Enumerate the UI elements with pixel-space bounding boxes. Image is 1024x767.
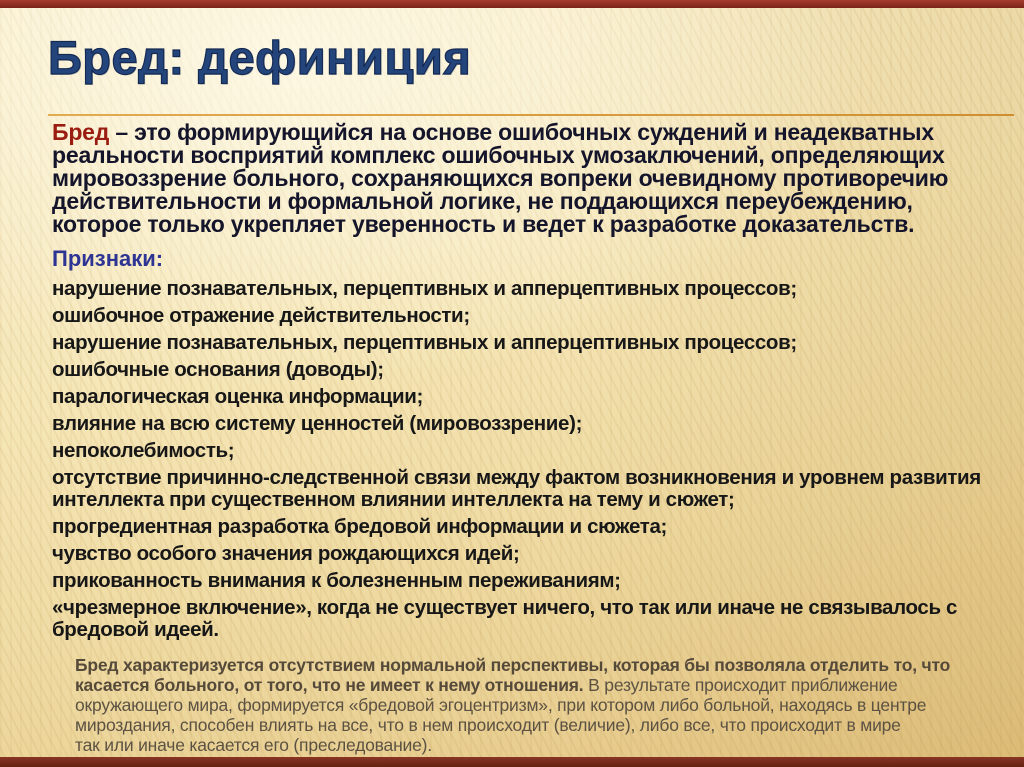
definition-line: реальности восприятий комплекс ошибочных умозаключений, определяющих	[52, 142, 945, 168]
list-item-line: прогредиентная разработка бредовой информации и сюжета;	[52, 515, 667, 538]
list-item-line: бредовой идеей.	[52, 618, 219, 641]
list-item	[52, 359, 1004, 381]
list-item-line: чувство особого значения рождающихся идей;	[52, 542, 520, 565]
list-item	[52, 305, 1004, 327]
slide-title: Бред: дефиниция	[48, 31, 472, 84]
list-item	[52, 467, 1004, 511]
footer-note	[75, 655, 950, 755]
definition-paragraph	[52, 121, 948, 236]
list-item-line: непоколебимость;	[52, 439, 235, 462]
signs-heading: Признаки:	[52, 246, 164, 271]
top-accent-bar	[0, 0, 1024, 8]
list-item-line: паралогическая оценка информации;	[52, 385, 423, 408]
list-item-line: нарушение познавательных, перцептивных и апперцептивных процессов;	[52, 331, 797, 354]
definition-line: Бред – это формирующийся на основе ошибочных суждений и неадекватных	[52, 119, 934, 145]
definition-line: действительности и формальной логике, не поддающихся переубеждению,	[52, 188, 913, 214]
definition-line: которое только укрепляет уверенность и ведет к разработке доказательств.	[52, 211, 915, 237]
footer-line: касается больного, от того, что не имеет к нему отношения. В результате происходит приближение	[75, 675, 898, 695]
footer-line: так или иначе касается его (преследование).	[75, 735, 432, 755]
list-item	[52, 278, 1004, 300]
list-item-line: нарушение познавательных, перцептивных и апперцептивных процессов;	[52, 277, 797, 300]
title-divider-line	[48, 114, 1014, 116]
list-item	[52, 332, 1004, 354]
list-item	[52, 440, 1004, 462]
list-item	[52, 413, 1004, 435]
list-item	[52, 516, 1004, 538]
list-item	[52, 597, 1004, 641]
bottom-accent-bar	[0, 757, 1024, 767]
footer-line: Бред характеризуется отсутствием нормальной перспективы, которая бы позволяла отделить то, что	[75, 655, 951, 675]
list-item-line: ошибочные основания (доводы);	[52, 358, 384, 381]
definition-lead-word: Бред	[52, 119, 110, 145]
list-item-line: прикованность внимания к болезненным переживаниям;	[52, 569, 621, 592]
footer-line: мироздания, способен влиять на все, что в нем происходит (величие), либо все, что происходит в мире	[75, 715, 901, 735]
list-item	[52, 386, 1004, 408]
list-item-line: отсутствие причинно-следственной связи между фактом возникновения и уровнем развития	[52, 466, 981, 489]
list-item	[52, 543, 1004, 565]
list-item-line: ошибочное отражение действительности;	[52, 304, 470, 327]
list-item	[52, 570, 1004, 592]
list-item-line: интеллекта при существенном влиянии интеллекта на тему и сюжет;	[52, 488, 735, 511]
footer-line: окружающего мира, формируется «бредовой эгоцентризм», при котором либо больной, находясь в центре	[75, 695, 927, 715]
list-item-line: влияние на всю систему ценностей (мировоззрение);	[52, 412, 583, 435]
definition-line: мировоззрение больного, сохраняющихся вопреки очевидному противоречию	[52, 165, 949, 191]
list-item-line: «чрезмерное включение», когда не существует ничего, что так или иначе не связывалось с	[52, 596, 958, 619]
signs-list	[52, 278, 1004, 646]
